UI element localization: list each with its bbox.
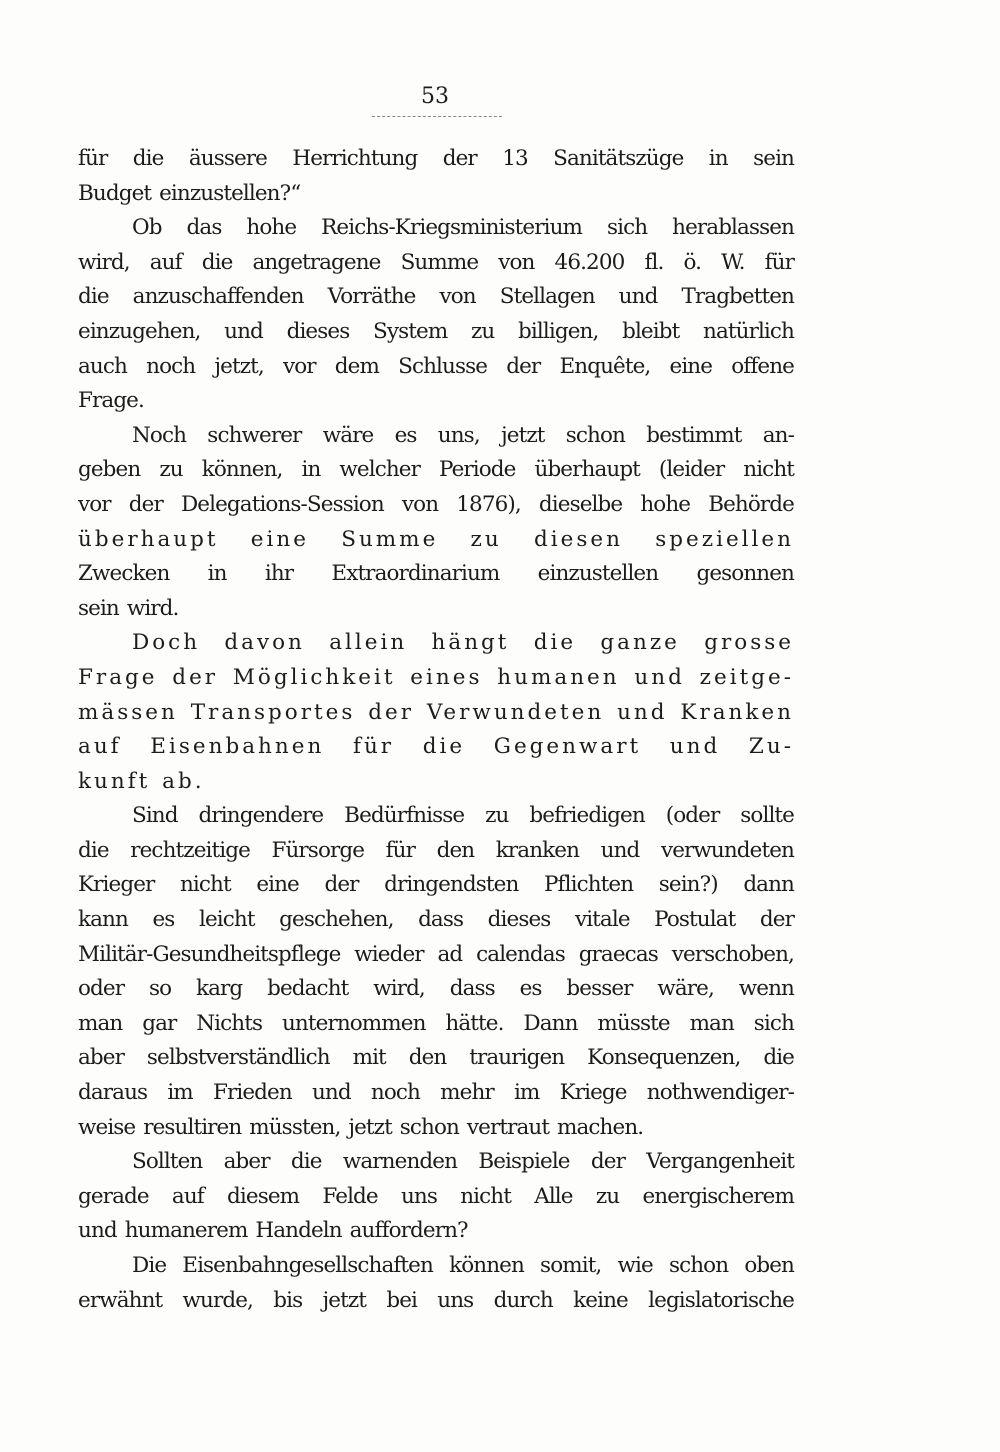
text-line: die anzuschaffenden Vorräthe von Stellagen und Tragbetten (78, 284, 794, 310)
paragraph (78, 626, 794, 799)
paragraph (78, 142, 794, 211)
text-line: Ob das hohe Reichs-Kriegsministerium sich herablassen (132, 215, 794, 241)
text-line: Budget einzustellen?“ (78, 180, 301, 206)
text-line: daraus im Frieden und noch mehr im Kriege nothwendiger- (78, 1080, 794, 1106)
text-line: die rechtzeitige Fürsorge für den kranken und verwundeten (78, 837, 794, 863)
paragraph (78, 799, 794, 1145)
text-line: Doch davon allein hängt die ganze grosse (132, 630, 794, 656)
text-line: sein wird. (78, 595, 179, 621)
text-line: vor der Delegations-Session von 1876), dieselbe hohe Behörde (78, 491, 794, 517)
text-line: für die äussere Herrichtung der 13 Sanitätszüge in sein (78, 146, 794, 171)
body-text (78, 142, 794, 1318)
text-line: auf Eisenbahnen für die Gegenwart und Zu- (78, 734, 794, 760)
text-line: und humanerem Handeln auffordern? (78, 1218, 468, 1244)
text-line: erwähnt wurde, bis jetzt bei uns durch keine legislatorische (78, 1287, 794, 1313)
paragraph (78, 419, 794, 627)
paragraph (78, 1145, 794, 1249)
text-line: Militär-Gesundheitspflege wieder ad calendas graecas verschoben, (78, 941, 794, 967)
text-line: oder so karg bedacht wird, dass es besser wäre, wenn (78, 976, 794, 1002)
text-line: geben zu können, in welcher Periode überhaupt (leider nicht (78, 457, 794, 483)
text-line: Krieger nicht eine der dringendsten Pflichten sein?) dann (78, 872, 794, 898)
text-line: kann es leicht geschehen, dass dieses vitale Postulat der (78, 907, 794, 933)
text-line: aber selbstverständlich mit den traurigen Konsequenzen, die (78, 1045, 794, 1071)
text-line: gerade auf diesem Felde uns nicht Alle zu energischerem (78, 1183, 794, 1209)
text-line: Sollten aber die warnenden Beispiele der Vergangenheit (132, 1149, 794, 1175)
paragraph (78, 1249, 794, 1318)
text-line: kunft ab. (78, 768, 205, 794)
text-line: man gar Nichts unternommen hätte. Dann müsste man sich (78, 1010, 794, 1036)
text-line: überhaupt eine Summe zu diesen speziellen (78, 526, 794, 552)
text-line: Noch schwerer wäre es uns, jetzt schon bestimmt an- (132, 422, 794, 448)
text-line: einzugehen, und dieses System zu billigen, bleibt natürlich (78, 318, 794, 344)
page-number: 53 (421, 84, 449, 109)
paragraph (78, 211, 794, 419)
header-rule (372, 116, 502, 117)
text-line: wird, auf die angetragene Summe von 46.200 fl. ö. W. für (78, 249, 794, 275)
text-line: auch noch jetzt, vor dem Schlusse der Enquête, eine offene (78, 353, 794, 379)
text-line: weise resultiren müssten, jetzt schon vertraut machen. (78, 1114, 644, 1140)
text-line: Frage der Möglichkeit eines humanen und zeitge- (78, 664, 794, 690)
text-line: Zwecken in ihr Extraordinarium einzustellen gesonnen (78, 561, 794, 587)
text-line: Frage. (78, 388, 144, 414)
text-line: Die Eisenbahngesellschaften können somit, wie schon oben (132, 1253, 794, 1278)
text-line: Sind dringendere Bedürfnisse zu befriedigen (oder sollte (132, 803, 794, 829)
text-line: mässen Transportes der Verwundeten und Kranken (78, 699, 794, 725)
